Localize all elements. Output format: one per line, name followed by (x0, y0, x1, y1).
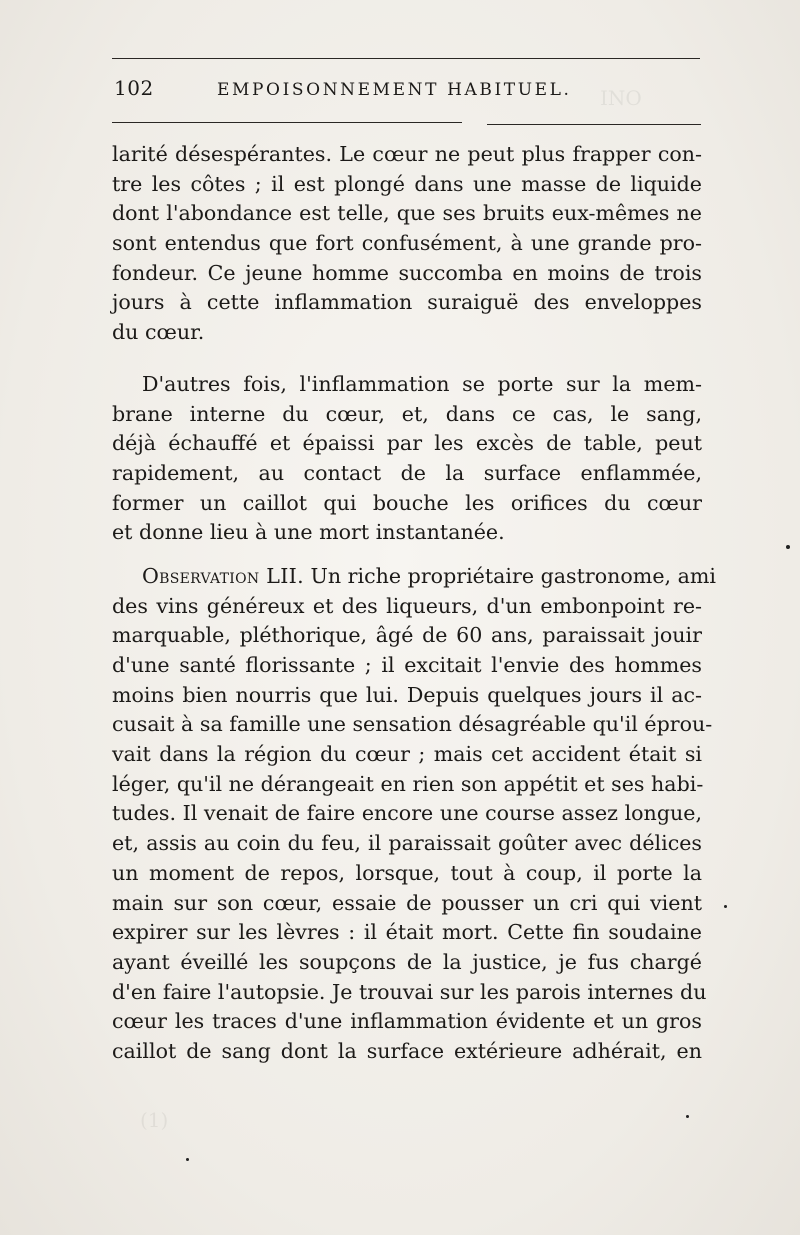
text-line: larité désespérantes. Le cœur ne peut plus frapper con- (112, 142, 702, 166)
text-line: du cœur. (112, 320, 205, 345)
text-line: d'en faire l'autopsie. Je trouvai sur les parois internes du (112, 979, 707, 1004)
observation-label: Observation LII. (142, 563, 304, 588)
text-line: main sur son cœur, essaie de pousser un cri qui vient (112, 890, 702, 915)
show-through-text: (1) (140, 1108, 169, 1132)
text-line: jours à cette inflammation suraiguë des enveloppes (112, 290, 702, 315)
running-head: EMPOISONNEMENT HABITUEL. (217, 80, 572, 100)
text-line: brane interne du cœur, et, dans ce cas, le sang, (112, 401, 702, 426)
text-line (112, 562, 716, 592)
text-line: caillot de sang dont la surface extérieure adhérait, en (112, 1038, 702, 1063)
text-line: léger, qu'il ne dérangeait en rien son appétit et ses habi- (112, 771, 704, 796)
show-through-text: INO (600, 86, 642, 110)
scan-speck (686, 1115, 689, 1118)
paragraph-observation (112, 562, 716, 1067)
scan-speck (786, 545, 790, 549)
text-line: tre les côtes ; il est plongé dans une masse de liquide (112, 171, 702, 196)
paragraph-inflammation (112, 370, 702, 548)
text-line: sont entendus que fort confusément, à une grande pro- (112, 231, 702, 256)
text-line: former un caillot qui bouche les orifices du cœur (112, 490, 702, 515)
text-line: expirer sur les lèvres : il était mort. Cette fin soudaine (112, 920, 702, 945)
page-header (112, 72, 702, 104)
header-rule-right (487, 124, 701, 125)
text-line: marquable, pléthorique, âgé de 60 ans, paraissait jouir (112, 623, 702, 648)
text-line: cusait à sa famille une sensation désagréable qu'il éprou- (112, 712, 713, 737)
observation-first-line: Un riche propriétaire gastronome, ami (303, 563, 716, 588)
scan-speck (186, 1158, 189, 1161)
page-number: 102 (114, 76, 154, 100)
text-line: dont l'abondance est telle, que ses bruits eux-mêmes ne (112, 201, 702, 226)
text-line: un moment de repos, lorsque, tout à coup, il porte la (112, 860, 702, 885)
text-line: ayant éveillé les soupçons de la justice, je fus chargé (112, 949, 702, 974)
paragraph-spacer (112, 348, 702, 370)
text-line: déjà échauffé et épaissi par les excès de table, peut (112, 431, 702, 456)
top-rule (112, 58, 700, 59)
text-line: tudes. Il venait de faire encore une course assez longue, (112, 801, 702, 826)
text-line: vait dans la région du cœur ; mais cet accident était si (112, 742, 702, 767)
text-line: d'une santé florissante ; il excitait l'envie des hommes (112, 653, 702, 677)
text-line: moins bien nourris que lui. Depuis quelques jours il ac- (112, 682, 702, 707)
text-line: fondeur. Ce jeune homme succomba en moins de trois (112, 260, 702, 285)
text-line: et donne lieu à une mort instantanée. (112, 520, 505, 545)
header-rule-left (112, 122, 462, 123)
paragraph-spacer (112, 548, 702, 562)
body-text (112, 140, 716, 1067)
text-line: et, assis au coin du feu, il paraissait goûter avec délices (112, 831, 702, 856)
paragraph-continuation (112, 140, 702, 348)
scan-speck (724, 905, 727, 908)
text-line: rapidement, au contact de la surface enflammée, (112, 460, 702, 485)
text-line: cœur les traces d'une inflammation évidente et un gros (112, 1009, 702, 1034)
text-line: D'autres fois, l'inflammation se porte sur la mem- (142, 371, 702, 396)
text-line: des vins généreux et des liqueurs, d'un embonpoint re- (112, 593, 702, 618)
